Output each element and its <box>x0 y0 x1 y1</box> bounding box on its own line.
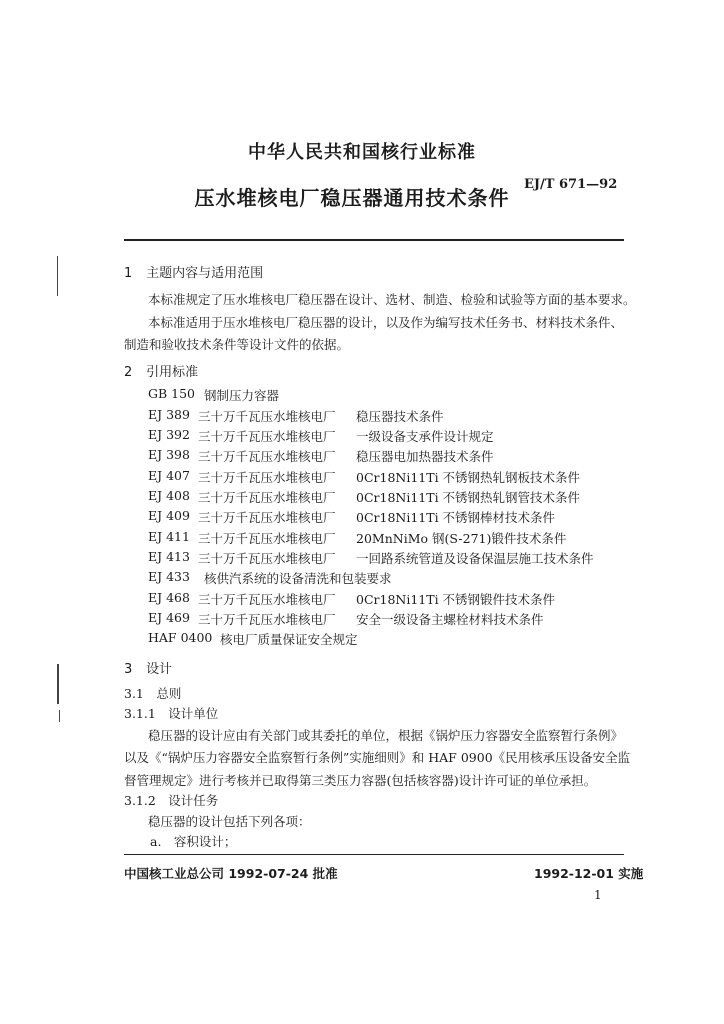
footer-rule <box>124 854 624 855</box>
section-title: 引用标准 <box>146 365 199 380</box>
section-number: 1 <box>124 266 133 281</box>
reference-row <box>148 610 628 628</box>
reference-plant: 三十万千瓦压水堆核电厂 <box>198 409 336 424</box>
reference-plant: 三十万千瓦压水堆核电厂 <box>198 449 336 464</box>
document-title: 压水堆核电厂稳压器通用技术条件 <box>194 186 510 210</box>
paragraph: 稳压器的设计应由有关部门或其委托的单位，根据《锅炉压力容器安全监察暂行条例》 <box>148 728 624 743</box>
reference-row <box>148 529 628 547</box>
reference-code: EJ 409 <box>148 508 190 523</box>
reference-row <box>148 630 628 648</box>
reference-title: 0Cr18Ni11Ti 不锈钢热轧钢板技术条件 <box>356 470 581 485</box>
reference-code: EJ 398 <box>148 447 190 462</box>
reference-code: EJ 408 <box>148 488 190 503</box>
header-rule <box>124 239 624 241</box>
section-title: 设计 <box>146 662 173 677</box>
approval-note: 中国核工业总公司 1992-07-24 批准 <box>124 866 338 881</box>
reference-row <box>148 590 628 608</box>
reference-title: 安全一级设备主螺栓材料技术条件 <box>356 612 544 627</box>
section-2-heading <box>124 361 198 380</box>
reference-code: HAF 0400 <box>148 630 213 645</box>
reference-title: 一级设备支承件设计规定 <box>356 429 494 444</box>
reference-code: EJ 468 <box>148 590 190 605</box>
reference-title: 20MnNiMo 钢(S-271)锻件技术条件 <box>356 531 567 546</box>
reference-title: 0Cr18Ni11Ti 不锈钢热轧钢管技术条件 <box>356 490 581 505</box>
reference-code: EJ 389 <box>148 407 190 422</box>
reference-plant: 三十万千瓦压水堆核电厂 <box>198 531 336 546</box>
section-3-heading <box>124 658 172 677</box>
subsection-heading: 3.1 总则 <box>124 686 182 701</box>
reference-row <box>148 488 628 506</box>
effective-date: 1992-12-01 实施 <box>534 866 644 881</box>
reference-row <box>148 427 628 445</box>
standard-code: EJ/T 671—92 <box>524 177 618 192</box>
section-number: 2 <box>124 365 133 380</box>
section-title: 主题内容与适用范围 <box>146 266 264 281</box>
reference-code: EJ 469 <box>148 610 190 625</box>
reference-title: 一回路系统管道及设备保温层施工技术条件 <box>356 551 594 566</box>
scan-mark <box>59 710 60 722</box>
paragraph: 以及《“锅炉压力容器安全监察暂行条例”实施细则》和 HAF 0900《民用核承压设备安全监 <box>124 750 631 765</box>
section-number: 3 <box>124 662 133 677</box>
paragraph: 本标准规定了压水堆核电厂稳压器在设计、选材、制造、检验和试验等方面的基本要求。 <box>148 292 636 307</box>
reference-title: 钢制压力容器 <box>204 388 280 403</box>
reference-row <box>148 468 628 486</box>
paragraph: 稳压器的设计包括下列各项： <box>148 814 311 829</box>
list-item: a. 容积设计； <box>150 834 237 849</box>
reference-code: EJ 411 <box>148 529 190 544</box>
reference-plant: 三十万千瓦压水堆核电厂 <box>198 429 336 444</box>
reference-row <box>148 569 628 587</box>
reference-title: 0Cr18Ni11Ti 不锈钢锻件技术条件 <box>356 592 556 607</box>
reference-plant: 三十万千瓦压水堆核电厂 <box>198 490 336 505</box>
reference-plant: 三十万千瓦压水堆核电厂 <box>198 551 336 566</box>
reference-code: EJ 407 <box>148 468 190 483</box>
subsection-heading: 3.1.2 设计任务 <box>124 793 219 808</box>
reference-code: GB 150 <box>148 386 196 401</box>
paragraph: 本标准适用于压水堆核电厂稳压器的设计，以及作为编写技术任务书、材料技术条件、 <box>148 315 624 330</box>
reference-title: 稳压器技术条件 <box>356 409 444 424</box>
reference-row <box>148 407 628 425</box>
reference-row <box>148 386 628 404</box>
reference-row <box>148 549 628 567</box>
reference-plant: 三十万千瓦压水堆核电厂 <box>198 510 336 525</box>
scan-mark <box>57 256 58 296</box>
paragraph: 制造和验收技术条件等设计文件的依据。 <box>124 337 350 352</box>
paragraph: 督管理规定》进行考核并已取得第三类压力容器(包括核容器)设计许可证的单位承担。 <box>124 773 597 788</box>
standard-category: 中华人民共和国核行业标准 <box>248 142 476 163</box>
reference-plant: 三十万千瓦压水堆核电厂 <box>198 612 336 627</box>
reference-title: 核供汽系统的设备清洗和包装要求 <box>204 571 392 586</box>
reference-code: EJ 392 <box>148 427 190 442</box>
reference-plant: 三十万千瓦压水堆核电厂 <box>198 470 336 485</box>
reference-code: EJ 413 <box>148 549 190 564</box>
reference-title: 核电厂质量保证安全规定 <box>220 632 358 647</box>
scan-mark <box>57 664 59 704</box>
reference-row <box>148 447 628 465</box>
reference-code: EJ 433 <box>148 569 190 584</box>
page-number: 1 <box>594 888 602 902</box>
reference-row <box>148 508 628 526</box>
subsection-heading: 3.1.1 设计单位 <box>124 706 219 721</box>
section-1-heading <box>124 262 263 281</box>
reference-title: 0Cr18Ni11Ti 不锈钢棒材技术条件 <box>356 510 556 525</box>
reference-title: 稳压器电加热器技术条件 <box>356 449 494 464</box>
reference-plant: 三十万千瓦压水堆核电厂 <box>198 592 336 607</box>
